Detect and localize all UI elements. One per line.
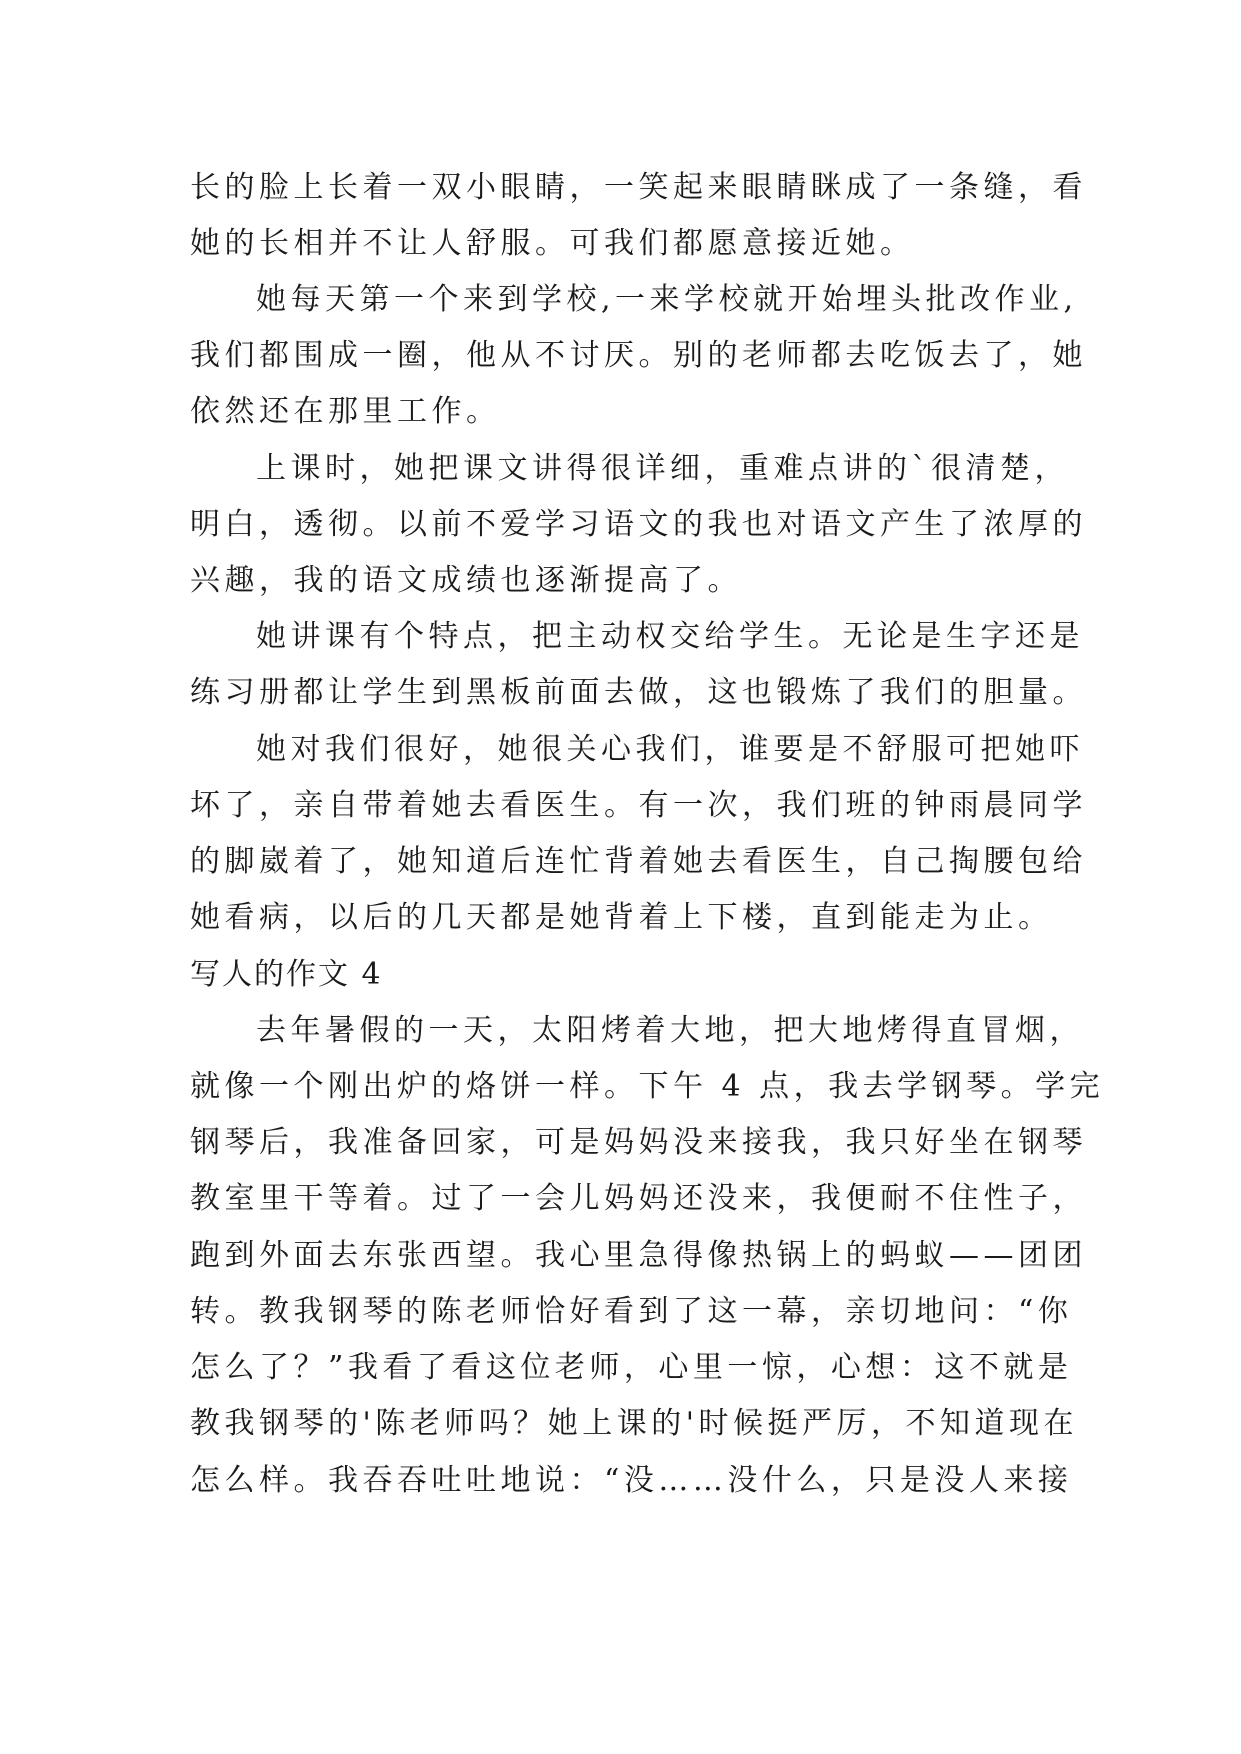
text-line: 练习册都让学生到黑板前面去做，这也锻炼了我们的胆量。	[190, 675, 1087, 710]
text-line: 兴趣，我的语文成绩也逐渐提高了。	[190, 563, 742, 598]
text-line: 我们都围成一圈，他从不讨厌。别的老师都去吃饭去了，她	[190, 338, 1087, 373]
text-line: 的脚崴着了，她知道后连忙背着她去看医生，自己掏腰包给	[190, 844, 1087, 879]
text-line: 钢琴后，我准备回家，可是妈妈没来接我，我只好坐在钢琴	[190, 1125, 1087, 1160]
text-line: 就像一个刚出炉的烙饼一样。下午 4 点，我去学钢琴。学完	[190, 1069, 1105, 1104]
text-line: 坏了，亲自带着她去看医生。有一次，我们班的钟雨晨同学	[190, 788, 1087, 823]
text-line: 她看病，以后的几天都是她背着上下楼，直到能走为止。	[190, 900, 1053, 935]
paragraph-start-line: 她每天第一个来到学校,一来学校就开始埋头批改作业,	[256, 282, 1078, 317]
text-line: 教室里干等着。过了一会儿妈妈还没来，我便耐不住性子，	[190, 1181, 1087, 1216]
text-line: 长的脸上长着一双小眼睛，一笑起来眼睛眯成了一条缝，看	[190, 170, 1087, 205]
text-line: 明白，透彻。以前不爱学习语文的我也对语文产生了浓厚的	[190, 507, 1087, 542]
text-line: 她的长相并不让人舒服。可我们都愿意接近她。	[190, 226, 915, 261]
paragraph-start-line: 去年暑假的一天，太阳烤着大地，把大地烤得直冒烟，	[256, 1013, 1084, 1048]
text-line: 依然还在那里工作。	[190, 394, 501, 429]
paragraph-start-line: 上课时，她把课文讲得很详细，重难点讲的`很清楚，	[256, 451, 1069, 486]
paragraph-start-line: 她对我们很好，她很关心我们，谁要是不舒服可把她吓	[256, 732, 1084, 767]
text-line: 跑到外面去东张西望。我心里急得像热锅上的蚂蚁——团团	[190, 1238, 1087, 1273]
text-line: 转。教我钢琴的陈老师恰好看到了这一幕，亲切地问：“你	[190, 1294, 1073, 1329]
text-line: 怎么了？”我看了看这位老师，心里一惊，心想：这不就是	[190, 1350, 1073, 1385]
text-line: 教我钢琴的'陈老师吗？她上课的'时候挺严厉，不知道现在	[190, 1406, 1078, 1441]
paragraph-start-line: 她讲课有个特点，把主动权交给学生。无论是生字还是	[256, 619, 1084, 654]
text-line: 怎么样。我吞吞吐吐地说：“没……没什么，只是没人来接	[190, 1463, 1073, 1498]
section-heading: 写人的作文 4	[190, 957, 383, 992]
